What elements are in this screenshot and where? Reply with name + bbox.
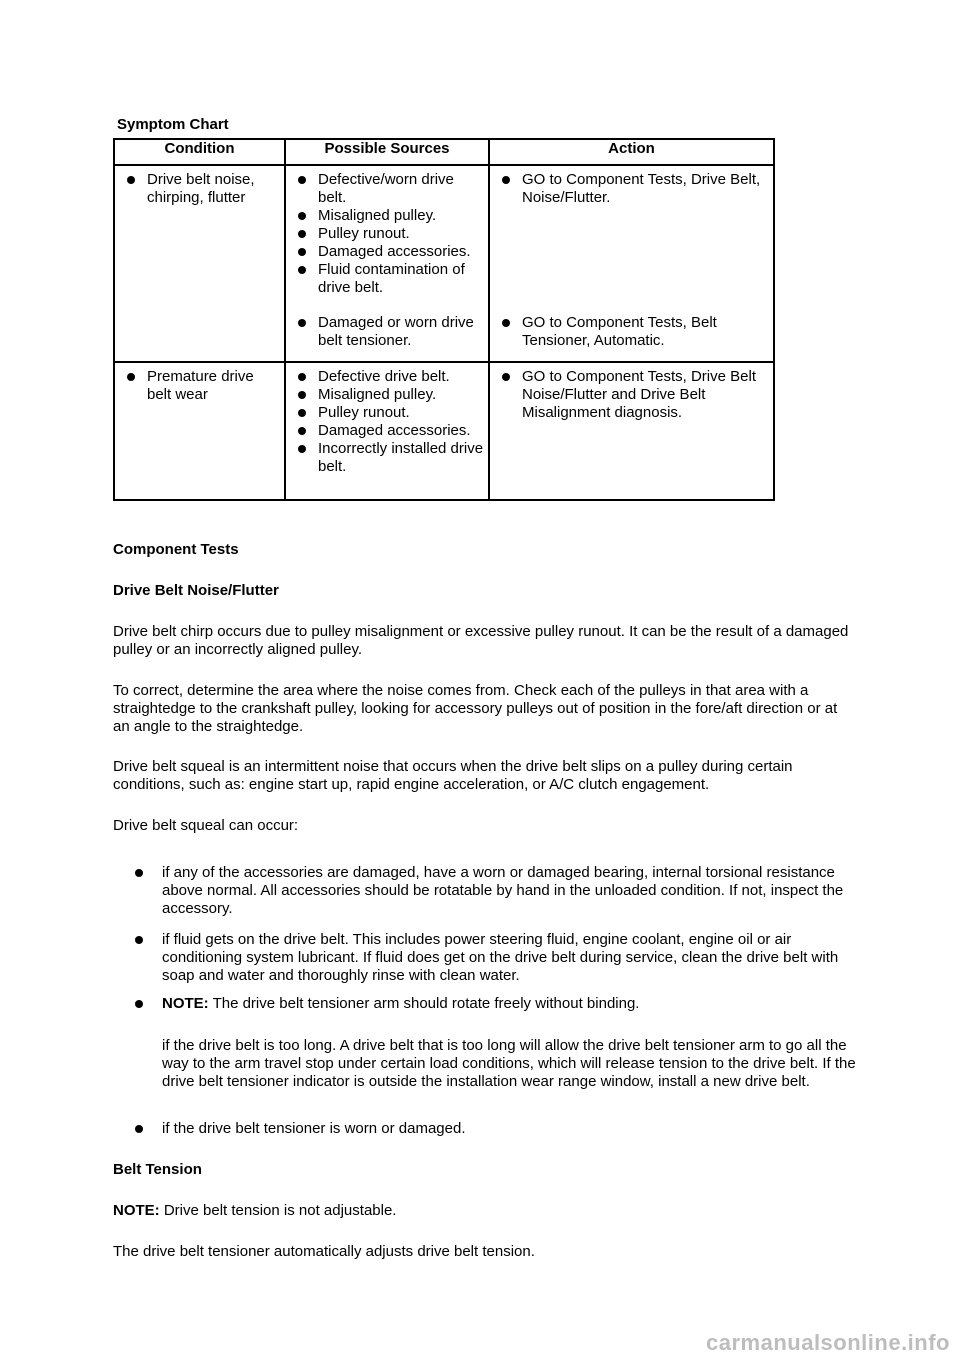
paragraph-squeal: Drive belt squeal is an intermittent noise that occurs when the drive belt slips on a pulley during certain conditions, such as: engine start up, rapid engine acceleration, or A/C clutch engagement. [113, 758, 793, 793]
paragraph-correct: To correct, determine the area where the noise comes from. Check each of the pulleys in that area with a straightedge to the crankshaft pulley, looking for accessory pulleys out of position in the fore/aft direction or at an angle to the straightedge. [113, 682, 838, 735]
list-item-text: if fluid gets on the drive belt. This includes power steering fluid, engine coolant, engine oil or air conditioning system lubricant. If fluid does get on the drive belt during service, clean the drive belt with soap and water and thoroughly rinse with clean water. [162, 931, 839, 984]
list-item-text: if any of the accessories are damaged, have a worn or damaged bearing, internal torsional resistance above normal. All accessories should be rotatable by hand in the unloaded condition. If not, inspect the accessory. [162, 864, 844, 917]
table-row [114, 312, 774, 362]
source-item: Defective/worn drive belt. [290, 171, 484, 207]
source-item: Fluid contamination of drive belt. [290, 261, 484, 297]
action-item: GO to Component Tests, Drive Belt, Noise/Flutter. [494, 171, 769, 207]
paragraph-final: The drive belt tensioner automatically adjusts drive belt tension. [113, 1243, 535, 1260]
note-label: NOTE: [162, 995, 209, 1012]
list-item-text: if the drive belt tensioner is worn or damaged. [162, 1120, 466, 1137]
action-cell [489, 165, 774, 312]
source-item: Misaligned pulley. [290, 207, 484, 225]
note-line [162, 995, 857, 1013]
list-item [137, 931, 857, 985]
action-cell [489, 362, 774, 500]
source-item: Incorrectly installed drive belt. [290, 440, 484, 476]
header-possible-sources: Possible Sources [285, 139, 489, 165]
source-item: Damaged accessories. [290, 422, 484, 440]
condition-cell [114, 165, 285, 312]
note-text: The drive belt tensioner arm should rotate freely without binding. [208, 995, 640, 1012]
source-item: Damaged or worn drive belt tensioner. [290, 314, 484, 350]
belt-tension-heading: Belt Tension [113, 1161, 202, 1178]
condition-item: Premature drive belt wear [119, 368, 280, 404]
note-label: NOTE: [113, 1202, 160, 1219]
site-watermark: carmanualsonline.info [706, 1330, 950, 1355]
table-header-row [114, 139, 774, 165]
source-item: Damaged accessories. [290, 243, 484, 261]
source-item: Misaligned pulley. [290, 386, 484, 404]
header-condition: Condition [114, 139, 285, 165]
bullet-icon [135, 1125, 143, 1133]
symptom-chart-title: Symptom Chart [117, 116, 229, 133]
source-item: Pulley runout. [290, 404, 484, 422]
note-adjustable [113, 1202, 853, 1220]
paragraph-squeal-can-occur: Drive belt squeal can occur: [113, 817, 299, 834]
condition-cell [114, 312, 285, 362]
paragraph-chirp: Drive belt chirp occurs due to pulley misalignment or excessive pulley runout. It can be the result of a damaged pulley or an incorrectly aligned pulley. [113, 623, 849, 658]
condition-cell [114, 362, 285, 500]
source-item: Pulley runout. [290, 225, 484, 243]
list-item [137, 1120, 857, 1138]
bullet-icon [135, 936, 143, 944]
list-item [137, 864, 857, 918]
condition-item: Drive belt noise, chirping, flutter [119, 171, 280, 207]
sources-cell [285, 362, 489, 500]
action-item: GO to Component Tests, Belt Tensioner, Automatic. [494, 314, 769, 350]
header-action: Action [489, 139, 774, 165]
source-item: Defective drive belt. [290, 368, 484, 386]
noise-flutter-heading: Drive Belt Noise/Flutter [113, 582, 279, 599]
table-row [114, 165, 774, 312]
bullet-icon [135, 1000, 143, 1008]
symptom-chart-table [113, 138, 775, 501]
sources-cell [285, 165, 489, 312]
note-paragraph: if the drive belt is too long. A drive belt that is too long will allow the drive belt tensioner arm to go all the way to the arm travel stop under certain load conditions, which will release tension to the drive belt. If the drive belt tensioner indicator is outside the installation wear range window, install a new drive belt. [162, 1037, 856, 1090]
component-tests-heading: Component Tests [113, 541, 239, 558]
action-item: GO to Component Tests, Drive Belt Noise/Flutter and Drive Belt Misalignment diagnosis. [494, 368, 769, 422]
sources-cell [285, 312, 489, 362]
bullet-icon [135, 869, 143, 877]
list-item-note [137, 995, 857, 1013]
table-row [114, 362, 774, 500]
action-cell [489, 312, 774, 362]
note-text: Drive belt tension is not adjustable. [159, 1202, 397, 1219]
